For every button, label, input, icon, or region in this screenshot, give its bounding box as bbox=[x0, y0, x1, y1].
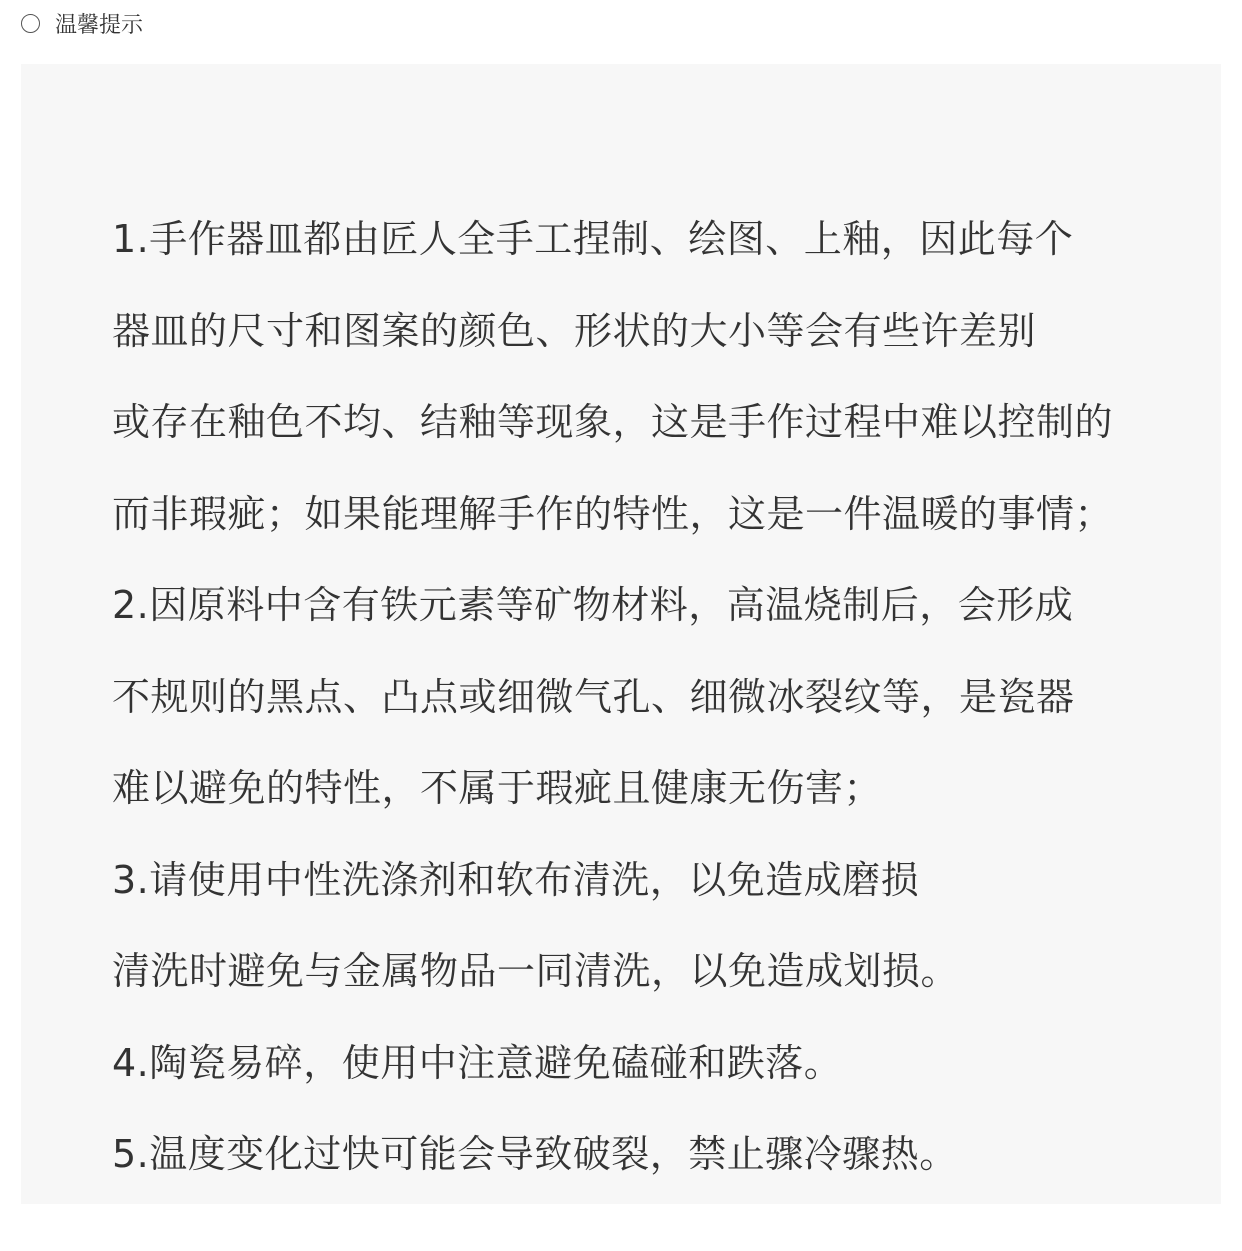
notice-header bbox=[21, 8, 143, 38]
notice-line-1: 1.手作器皿都由匠人全手工捏制、绘图、上釉，因此每个 bbox=[112, 217, 1074, 261]
header-title: 温馨提示 bbox=[55, 12, 144, 38]
notice-text-block bbox=[112, 194, 1113, 1201]
notice-line-8: 3.请使用中性洗涤剂和软布清洗，以免造成磨损 bbox=[112, 857, 920, 902]
notice-line-9: 清洗时避免与金属物品一同清洗，以免造成划损。 bbox=[112, 949, 960, 993]
notice-line-3: 或存在釉色不均、结釉等现象，这是手作过程中难以控制的 bbox=[112, 400, 1114, 444]
notice-line-7: 难以避免的特性，不属于瑕疵且健康无伤害； bbox=[112, 766, 883, 810]
circle-icon bbox=[21, 14, 40, 33]
notice-line-2: 器皿的尺寸和图案的颜色、形状的大小等会有些许差别 bbox=[112, 308, 1037, 353]
notice-line-6: 不规则的黑点、凸点或细微气孔、细微冰裂纹等，是瓷器 bbox=[112, 674, 1075, 719]
notice-line-4: 而非瑕疵；如果能理解手作的特性，这是一件温暖的事情； bbox=[112, 491, 1114, 536]
notice-line-11: 5.温度变化过快可能会导致破裂，禁止骤冷骤热。 bbox=[112, 1132, 958, 1176]
notice-panel bbox=[21, 64, 1221, 1204]
notice-line-5: 2.因原料中含有铁元素等矿物材料，高温烧制后，会形成 bbox=[112, 583, 1074, 627]
notice-line-10: 4.陶瓷易碎，使用中注意避免磕碰和跌落。 bbox=[112, 1040, 843, 1085]
